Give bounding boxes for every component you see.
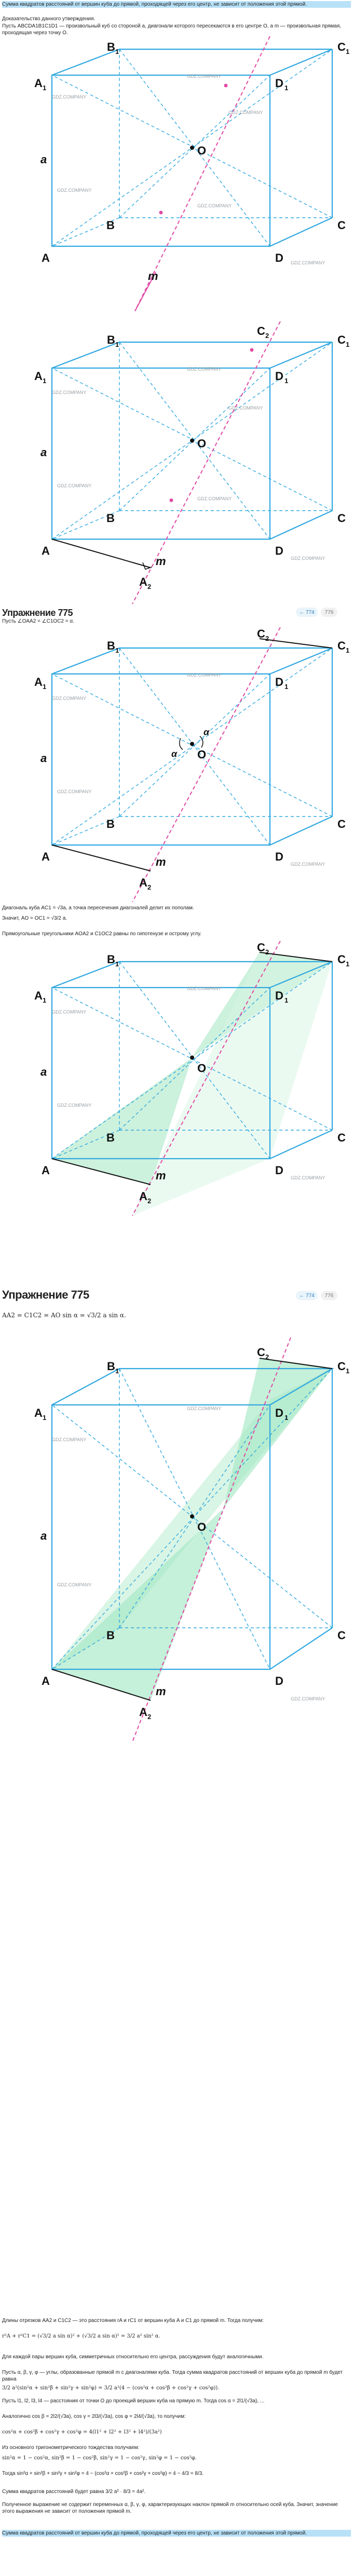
svg-text:2: 2 — [265, 1353, 269, 1361]
watermark: GDZ.COMPANY — [52, 1009, 87, 1015]
label-A1: A — [34, 989, 43, 1002]
svg-text:1: 1 — [284, 683, 289, 691]
watermark: GDZ.COMPANY — [57, 789, 92, 794]
svg-text:2: 2 — [147, 583, 152, 590]
label-A: A — [42, 850, 50, 863]
watermark: GDZ.COMPANY — [52, 696, 87, 701]
watermark: GDZ.COMPANY — [57, 188, 92, 193]
final-l12: Сумма квадратов расстояний будет равна 3/2 a² · 8/3 = 4a². — [2, 2489, 146, 2495]
theorem-statement: Сумма квадратов расстояний от вершин куба до прямой, проходящей через его центр, не зависит от положения этой прямой. — [2, 1, 351, 8]
svg-text:1: 1 — [346, 341, 350, 348]
label-D: D — [275, 1164, 283, 1177]
watermark: GDZ.COMPANY — [52, 390, 87, 395]
label-a: a — [40, 153, 47, 166]
svg-text:1: 1 — [284, 84, 289, 92]
watermark: GDZ.COMPANY — [52, 94, 87, 100]
svg-text:1: 1 — [284, 996, 289, 1004]
label-D1: D — [275, 370, 283, 383]
label-B1: B — [107, 1360, 115, 1373]
watermark: GDZ.COMPANY — [52, 1437, 87, 1442]
label-A2: A — [139, 575, 147, 588]
final-l9: Из основного тригонометрического тождества получаем: — [2, 2445, 140, 2451]
label-O: O — [197, 1521, 207, 1533]
prev-exercise-button[interactable]: ← 774 — [296, 608, 318, 617]
label-a: a — [40, 752, 47, 765]
label-B: B — [106, 1629, 115, 1642]
exercise-nav — [296, 1291, 337, 1300]
watermark: GDZ.COMPANY — [57, 483, 92, 488]
label-D1: D — [275, 675, 283, 688]
next-exercise-button[interactable]: 776 — [321, 1291, 337, 1300]
label-C2: C — [257, 325, 265, 337]
final-l2: r²A + r²C1 = (√3/2 a sin α)² + (√3/2 a sin α)² = 3/2 a² sin² α. — [2, 2333, 160, 2339]
final-l8: cos²α + cos²β + cos²γ + cos²φ = 4(l1² + l2² + l3² + l4²)/(3a²) — [2, 2429, 162, 2435]
label-D: D — [275, 544, 283, 557]
watermark: GDZ.COMPANY — [57, 1582, 92, 1587]
label-D: D — [275, 1674, 283, 1687]
svg-text:1: 1 — [43, 1414, 47, 1421]
label-B1: B — [107, 333, 115, 346]
label-A2: A — [139, 1706, 147, 1719]
watermark: GDZ.COMPANY — [291, 1175, 325, 1180]
final-l11: Тогда sin²α + sin²β + sin²γ + sin²φ = 4 − (cos²α + cos²β + cos²γ + cos²φ) = 4 − 4/3 = 8/3. — [2, 2471, 204, 2476]
label-C: C — [337, 1131, 346, 1144]
prev-exercise-button[interactable]: ← 774 — [296, 1291, 318, 1300]
watermark: GDZ.COMPANY — [291, 1696, 325, 1701]
label-D1: D — [275, 77, 283, 90]
watermark: GDZ.COMPANY — [291, 260, 325, 265]
label-A: A — [42, 544, 50, 557]
label-a: a — [40, 1065, 47, 1078]
diagonal-text: Диагональ куба AC1 = √3a, а точка пересечения диагоналей делит их пополам. — [2, 905, 194, 911]
cube-figure-4 — [0, 941, 353, 1216]
watermark: GDZ.COMPANY — [197, 496, 232, 501]
cube-figure-1 — [0, 36, 353, 316]
label-C1: C — [337, 639, 346, 652]
exercise-heading: Упражнение 775 — [2, 608, 73, 618]
svg-text:1: 1 — [346, 48, 350, 55]
proof-setup: Пусть ABCDA1B1C1D1 — произвольный куб со стороной a, диагонали которого пересекаются в его центре O, а m — произвольная прямая, проходящая через точку O. — [2, 23, 342, 36]
label-D: D — [275, 850, 283, 863]
label-A1: A — [34, 1406, 43, 1419]
label-C: C — [337, 818, 346, 830]
label-m: m — [156, 1685, 166, 1698]
label-m: m — [156, 855, 166, 868]
label-D: D — [275, 251, 283, 264]
watermark: GDZ.COMPANY — [187, 367, 222, 372]
watermark: GDZ.COMPANY — [187, 1406, 222, 1411]
label-O: O — [197, 1062, 207, 1075]
label-a: a — [40, 446, 47, 459]
label-B1: B — [107, 953, 115, 966]
svg-text:1: 1 — [43, 683, 47, 691]
watermark: GDZ.COMPANY — [228, 110, 263, 115]
label-O: O — [197, 748, 207, 761]
final-l10: sin²α = 1 − cos²α, sin²β = 1 − cos²β, sin²γ = 1 − cos²γ, sin²φ = 1 − cos²φ. — [2, 2455, 197, 2461]
label-C2: C — [257, 1346, 265, 1359]
label-B: B — [106, 512, 115, 525]
label-m: m — [156, 1169, 166, 1182]
label-C: C — [337, 1629, 346, 1642]
label-C2: C — [257, 627, 265, 640]
label-C: C — [337, 512, 346, 525]
svg-text:1: 1 — [43, 377, 47, 385]
label-C2: C — [257, 941, 265, 954]
label-B: B — [106, 219, 115, 232]
label-D1: D — [275, 989, 283, 1002]
watermark: GDZ.COMPANY — [187, 986, 222, 991]
label-B: B — [106, 1131, 115, 1144]
svg-text:2: 2 — [265, 948, 269, 956]
label-alpha: α — [171, 749, 178, 759]
svg-text:2: 2 — [147, 1713, 152, 1721]
watermark: GDZ.COMPANY — [291, 556, 325, 561]
label-A: A — [42, 251, 50, 264]
final-l6: Пусть l1, l2, l3, l4 — расстояния от точки O до проекций вершин куба на прямую m. Тогда cos α = 2l1/(√3a), ... — [2, 2398, 265, 2404]
svg-text:1: 1 — [115, 48, 119, 55]
watermark: GDZ.COMPANY — [197, 203, 232, 208]
label-B1: B — [107, 40, 115, 53]
svg-text:2: 2 — [265, 635, 269, 642]
final-l7: Аналогично cos β = 2l2/(√3a), cos γ = 2l3/(√3a), cos φ = 2l4/(√3a), то получим: — [2, 2414, 186, 2419]
exercise-heading: Упражнение 775 — [2, 1288, 89, 1301]
final-l5: 3/2 a²(sin²α + sin²β + sin²γ + sin²φ) = 3/2 a²(4 − (cos²α + cos²β + cos²γ + cos²φ)). — [2, 2385, 220, 2391]
svg-text:1: 1 — [43, 996, 47, 1004]
label-O: O — [197, 437, 207, 450]
label-C1: C — [337, 333, 346, 346]
ao-text: Значит, AO = OC1 = √3/2 a. — [2, 916, 67, 921]
label-A2: A — [139, 1190, 147, 1203]
label-O: O — [197, 144, 207, 157]
distance-formula: AA2 = C1C2 = AO sin α = √3/2 a sin α. — [2, 1312, 126, 1319]
label-C1: C — [337, 40, 346, 53]
label-B: B — [106, 818, 115, 830]
cube-figure-5 — [0, 1338, 353, 1752]
label-D1: D — [275, 1406, 283, 1419]
label-C1: C — [337, 1360, 346, 1373]
svg-text:2: 2 — [147, 883, 152, 891]
svg-text:1: 1 — [115, 1367, 119, 1375]
label-m: m — [148, 270, 158, 283]
label-A1: A — [34, 675, 43, 688]
final-l3: Для каждой пары вершин куба, симметричных относительно его центра, рассуждения будут аналогичными. — [2, 2354, 264, 2360]
svg-text:1: 1 — [346, 646, 350, 654]
svg-text:1: 1 — [284, 1414, 289, 1421]
label-m: m — [156, 555, 166, 568]
label-alpha: α — [203, 727, 210, 737]
label-C1: C — [337, 953, 346, 966]
svg-text:1: 1 — [115, 960, 119, 968]
label-C: C — [337, 219, 346, 232]
cube-figure-3 — [0, 627, 353, 902]
cube-figure-2 — [0, 321, 353, 607]
final-l1: Длины отрезков AA2 и C1C2 — это расстояния rA и rC1 от вершин куба A и C1 до прямой m. Тогда получим: — [2, 2318, 264, 2324]
watermark: GDZ.COMPANY — [228, 405, 263, 411]
label-a: a — [40, 1529, 47, 1542]
label-A2: A — [139, 876, 147, 889]
proof-title: Доказательство данного утверждения. — [2, 16, 96, 22]
label-A1: A — [34, 370, 43, 383]
svg-text:1: 1 — [284, 377, 289, 385]
label-A: A — [42, 1164, 50, 1177]
angle-statement: Пусть ∠OAA2 = ∠C1OC2 = α. — [2, 618, 74, 624]
svg-text:2: 2 — [265, 332, 269, 340]
final-l13: Полученное выражение не содержит переменных α, β, γ, φ, характеризующих наклон прямой m относительно осей куба. Значит, значение этого выражения не зависит от положения прямой m. — [2, 2502, 338, 2514]
watermark: GDZ.COMPANY — [291, 862, 325, 867]
label-B1: B — [107, 639, 115, 652]
watermark: GDZ.COMPANY — [187, 672, 222, 678]
label-A1: A — [34, 77, 43, 90]
final-l4: Пусть α, β, γ, φ — углы, образованные прямой m с диагоналями куба. Тогда сумма квадратов расстояний от вершин куба до прямой m будет равна — [2, 2370, 343, 2382]
svg-text:1: 1 — [346, 960, 350, 968]
watermark: GDZ.COMPANY — [187, 74, 222, 79]
svg-text:2: 2 — [147, 1197, 152, 1205]
next-exercise-button[interactable]: 776 — [321, 608, 337, 617]
conclusion: Сумма квадратов расстояний от вершин куба до прямой, проходящей через его центр, не зависит от положения этой прямой. — [2, 2530, 351, 2537]
svg-text:1: 1 — [43, 84, 47, 92]
watermark: GDZ.COMPANY — [57, 1103, 92, 1108]
svg-text:1: 1 — [115, 341, 119, 348]
svg-text:1: 1 — [346, 1367, 350, 1375]
svg-text:1: 1 — [115, 646, 119, 654]
exercise-nav — [296, 608, 337, 617]
triangles-text: Прямоугольные треугольники AOA2 и C1OC2 равны по гипотенузе и острому углу. — [2, 931, 201, 937]
label-A: A — [42, 1674, 50, 1687]
